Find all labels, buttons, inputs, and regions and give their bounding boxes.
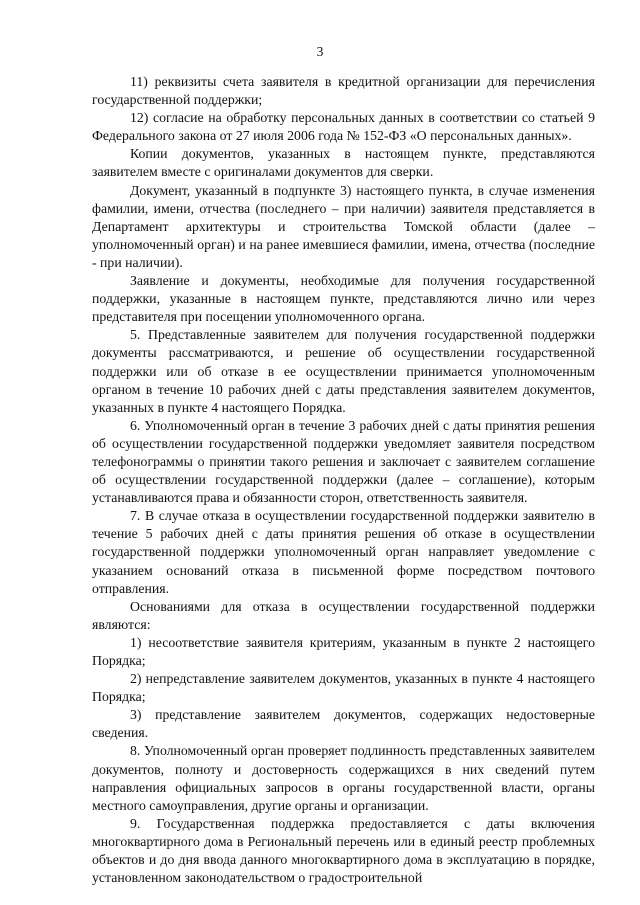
paragraph-ground-2: 2) непредставление заявителем документов, указанных в пункте 4 настоящего Порядка;	[92, 671, 595, 705]
page-number: 3	[316, 44, 324, 59]
paragraph-ground-1: 1) несоответствие заявителя критериям, указанным в пункте 2 настоящего Порядка;	[92, 634, 595, 668]
paragraph-submission: Заявление и документы, необходимые для получения государственной поддержки, указанные в настоящем пункте, представляются лично или через представителя при посещении уполномоченного органа.	[92, 273, 595, 325]
paragraph-section-7: 7. В случае отказа в осуществлении государственной поддержки заявителю в течение 5 рабочих дней с даты принятия решения об отказе в осуществлении государственной поддержки уполномоченный орган направляет уведомление с указанием оснований отказа в письменной форме посредством почтового отправления.	[92, 508, 595, 596]
paragraph-item-12: 12) согласие на обработку персональных данных в соответствии со статьей 9 Федерального закона от 27 июля 2006 года № 152-ФЗ «О персональных данных».	[92, 110, 595, 144]
paragraph-section-9: 9. Государственная поддержка предоставляется с даты включения многоквартирного дома в Региональный перечень или в единый реестр проблемных объектов и до дня ввода данного многоквартирного дома в эксплуатацию в порядке, установленном законодательством о градостроительной	[92, 815, 595, 886]
paragraph-ground-3: 3) представление заявителем документов, содержащих недостоверные сведения.	[92, 707, 595, 741]
paragraph-section-6: 6. Уполномоченный орган в течение 3 рабочих дней с даты принятия решения об осуществлении государственной поддержки уведомляет заявителя посредством телефонограммы о принятии такого решения и заключает с заявителем соглашение об осуществлении государственной поддержки (далее – соглашение), которым устанавливаются права и обязанности сторон, ответственность заявителя.	[92, 417, 595, 506]
paragraph-item-11: 11) реквизиты счета заявителя в кредитной организации для перечисления государственной поддержки;	[92, 74, 595, 108]
paragraph-copies: Копии документов, указанных в настоящем пункте, представляются заявителем вместе с оригиналами документов для сверки.	[92, 146, 595, 180]
paragraph-section-5: 5. Представленные заявителем для получения государственной поддержки документы рассматриваются, и решение об осуществлении государственной поддержки или об отказе в ее осуществлении принимается уполномоченным органом в течение 10 рабочих дней с даты представления заявителем документов, указанных в пункте 4 настоящего Порядка.	[92, 327, 595, 415]
paragraph-name-change: Документ, указанный в подпункте 3) настоящего пункта, в случае изменения фамилии, имени, отчества (последнего – при наличии) заявителя представляется в Департамент архитектуры и строительства Томской области (далее – уполномоченный орган) и на ранее имевшиеся фамилии, имена, отчества (последние - при наличии).	[92, 182, 595, 270]
paragraph-refusal-grounds: Основаниями для отказа в осуществлении государственной поддержки являются:	[92, 598, 595, 632]
document-body	[92, 73, 595, 887]
paragraph-section-8: 8. Уполномоченный орган проверяет подлинность представленных заявителем документов, полноту и достоверность содержащихся в них сведений путем направления официальных запросов в органы государственной власти, органы местного самоуправления, другие органы и организации.	[92, 743, 595, 813]
